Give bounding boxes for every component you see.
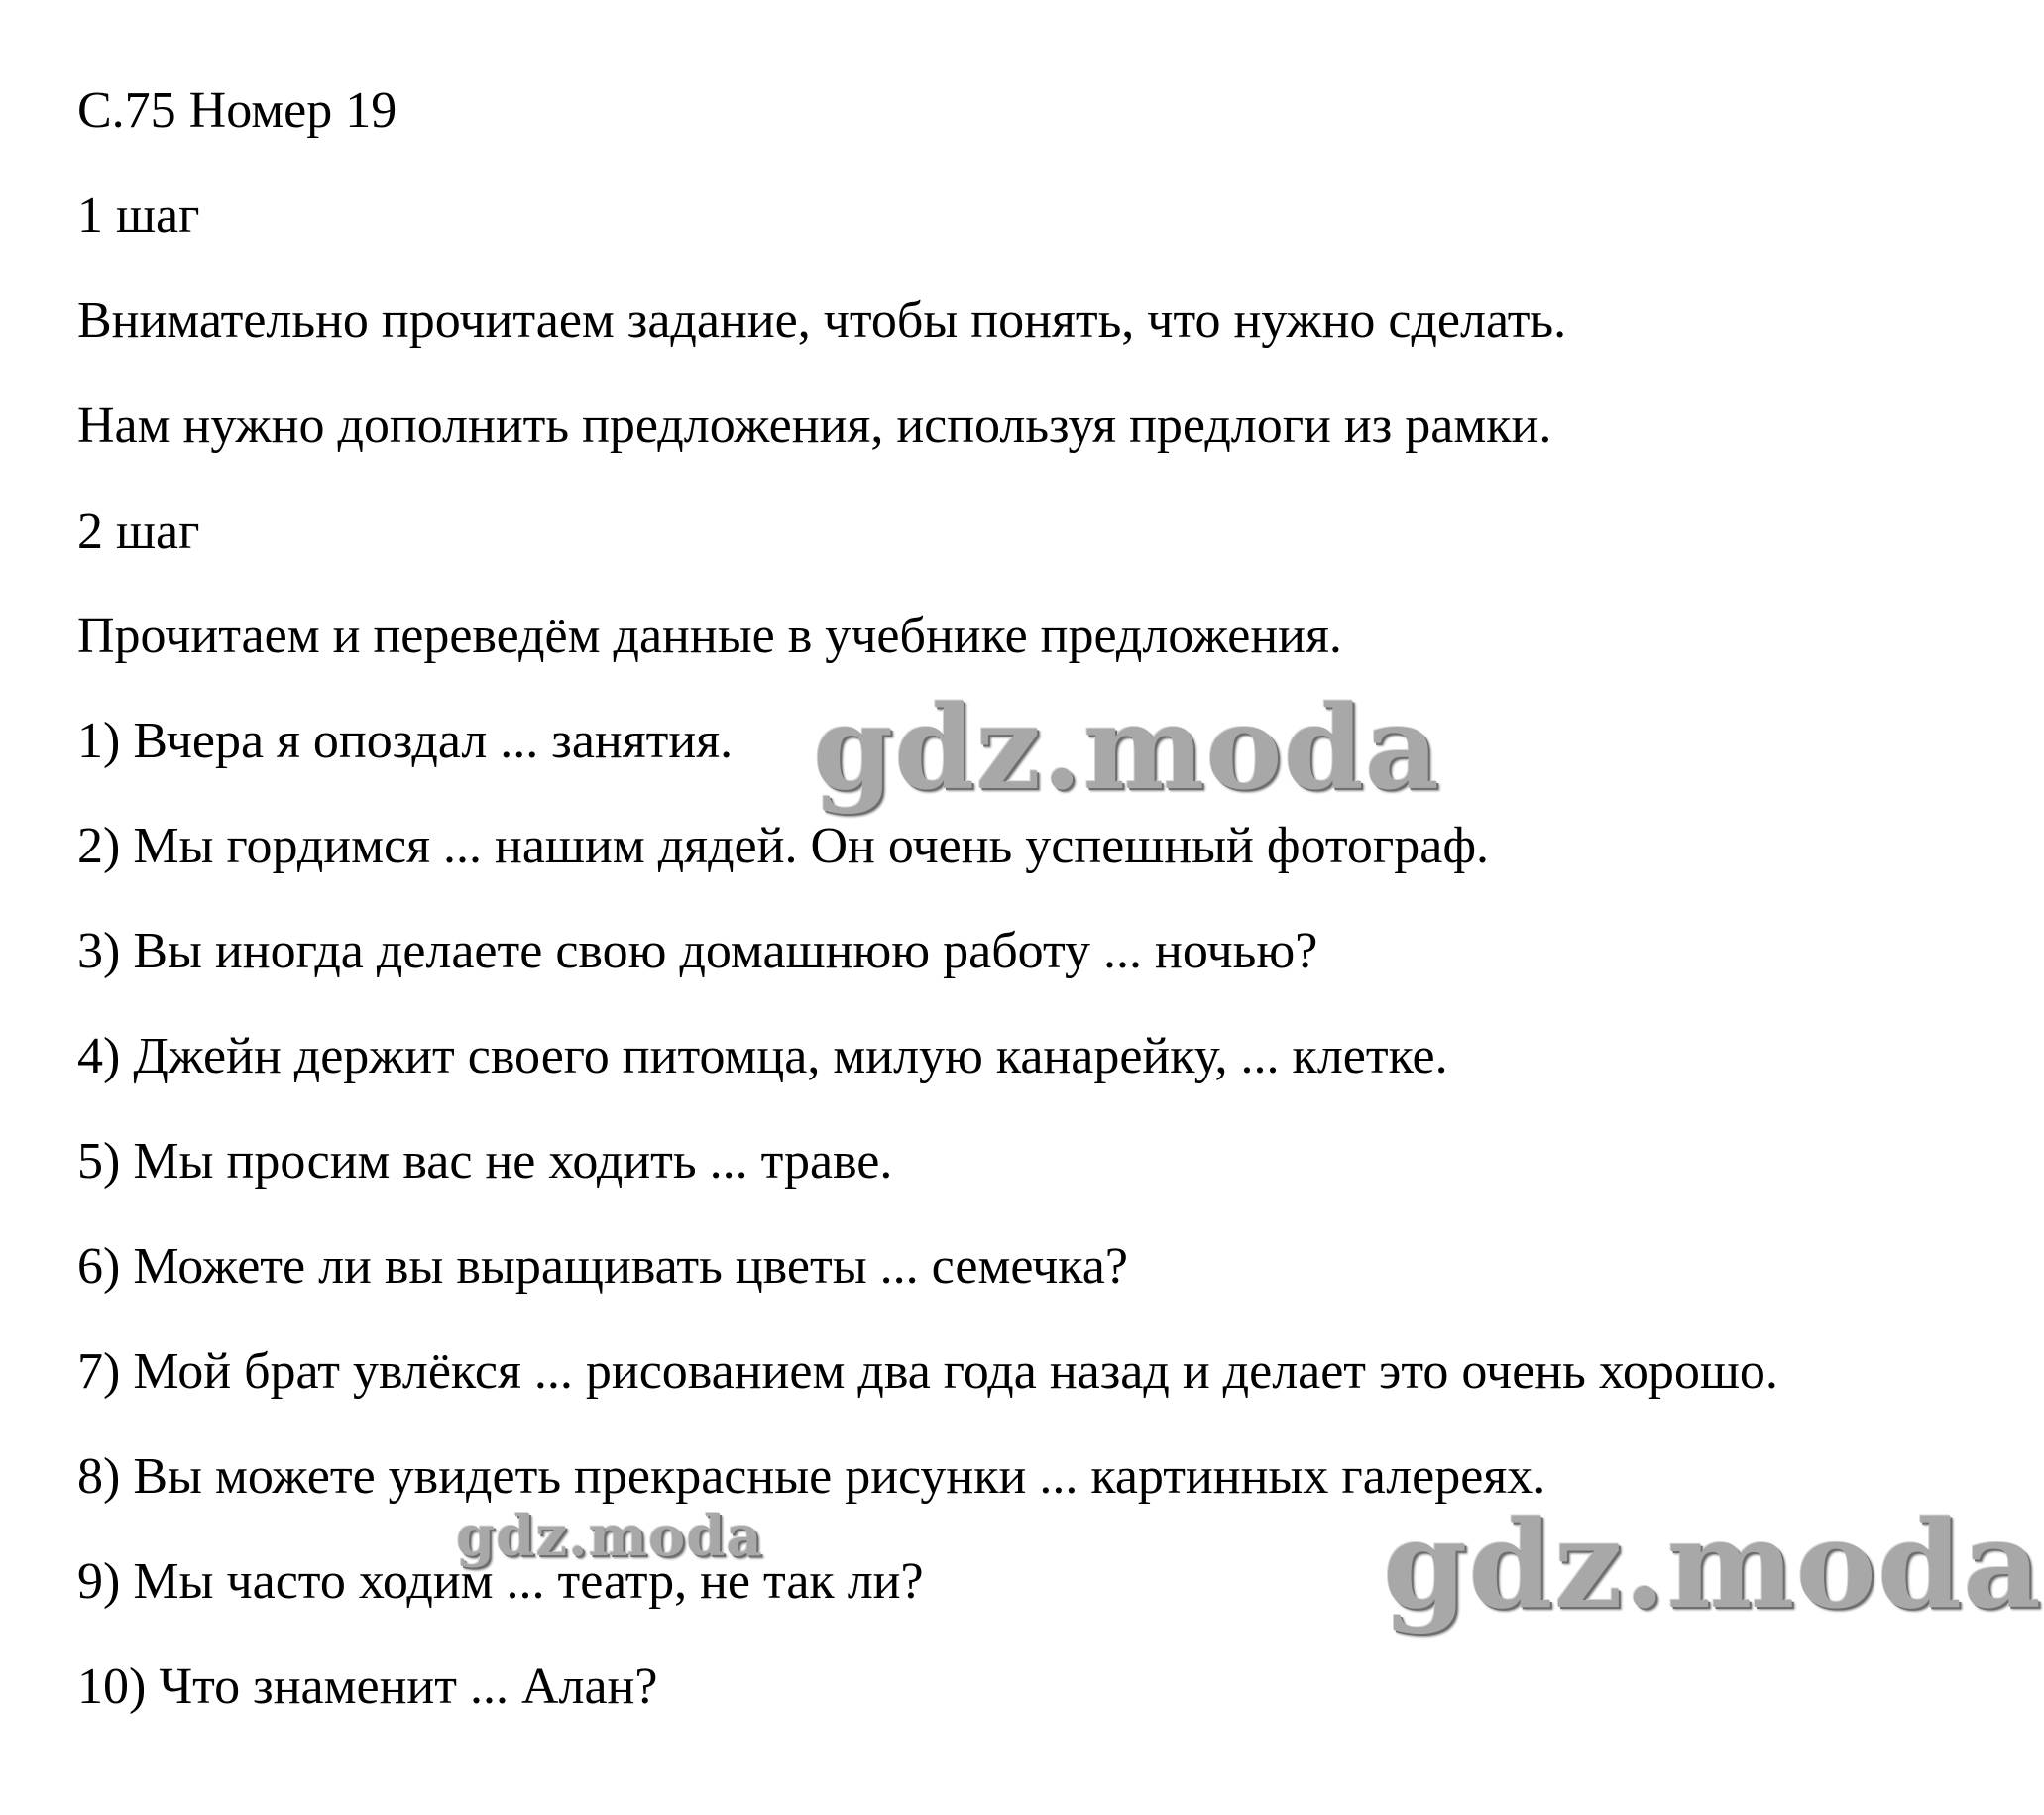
watermark: gdz.moda [456,1504,763,1569]
sentence-7: 7) Мой брат увлёкся ... рисованием два года назад и делает это очень хорошо. [77,1343,1778,1400]
step-1-text-2: Нам нужно дополнить предложения, используя предлоги из рамки. [77,397,1552,454]
sentence-2: 2) Мы гордимся ... нашим дядей. Он очень успешный фотограф. [77,818,1490,874]
watermark: gdz.moda [813,681,1440,816]
step-1-text-1: Внимательно прочитаем задание, чтобы понять, что нужно сделать. [77,292,1567,349]
sentence-4: 4) Джейн держит своего питомца, милую канарейку, ... клетке. [77,1028,1448,1084]
sentence-5: 5) Мы просим вас не ходить ... траве. [77,1133,893,1190]
sentence-10: 10) Что знаменит ... Алан? [77,1658,658,1715]
sentence-6: 6) Можете ли вы выращивать цветы ... семечка? [77,1238,1128,1295]
page-title: С.75 Номер 19 [77,82,397,139]
sentence-9: 9) Мы часто ходим ... театр, не так ли? [77,1553,924,1610]
step-2-label: 2 шаг [77,504,200,560]
sentence-8: 8) Вы можете увидеть прекрасные рисунки ... картинных галереях. [77,1448,1546,1505]
watermark: gdz.moda [1383,1493,2043,1636]
sentence-1: 1) Вчера я опоздал ... занятия. [77,713,734,769]
sentence-3: 3) Вы иногда делаете свою домашнюю работу ... ночью? [77,923,1318,979]
step-1-label: 1 шаг [77,187,200,244]
step-2-text-1: Прочитаем и переведём данные в учебнике предложения. [77,608,1342,664]
